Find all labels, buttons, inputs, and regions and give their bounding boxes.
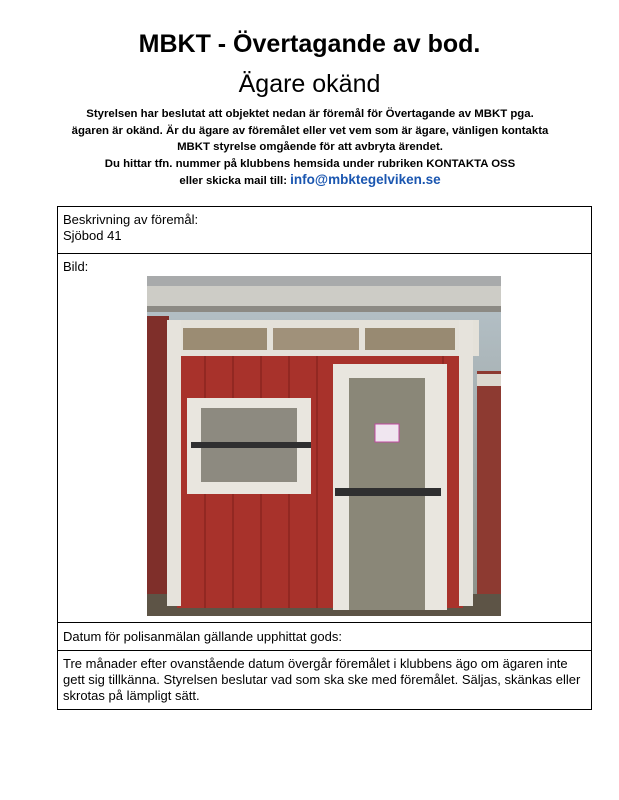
intro-line-2: ägaren är okänd. Är du ägare av föremålet eller vet vem som är ägare, vänligen kontakta [71,124,549,137]
page-subtitle: Ägare okänd [238,70,381,98]
note-row [58,651,592,710]
description-label: Beskrivning av föremål: [63,212,199,227]
note-text: Tre månader efter ovanstående datum övergår föremålet i klubbens ägo om ägaren inte gett sig tillkänna. Styrelsen beslutar vad som ska ske med föremålet. Säljas, skänkas eller skrotas på lämpligt sätt. [58,651,592,710]
intro-text [60,106,560,190]
intro-line-3: MBKT styrelse omgående för att avbryta ärendet. [177,141,443,153]
description-cell [58,207,592,254]
date-row [58,623,592,651]
date-label: Datum för polisanmälan gällande upphittat gods: [58,623,592,651]
intro-line-5-prefix: eller skicka mail till: [179,175,287,187]
description-value: Sjöbod 41 [63,228,122,243]
intro-line-4: Du hittar tfn. nummer på klubbens hemsida under rubriken KONTAKTA OSS [104,157,516,170]
image-label: Bild: [63,259,89,274]
intro-line-5 [60,172,560,190]
page-title: MBKT - Övertagande av bod. [138,30,481,58]
shed-photo [147,276,501,616]
intro-line-1: Styrelsen har beslutat att objektet nedan är föremål för Övertagande av MBKT pga. [86,108,534,120]
description-row [58,207,592,254]
email-link[interactable]: info@mbktegelviken.se [290,172,441,187]
